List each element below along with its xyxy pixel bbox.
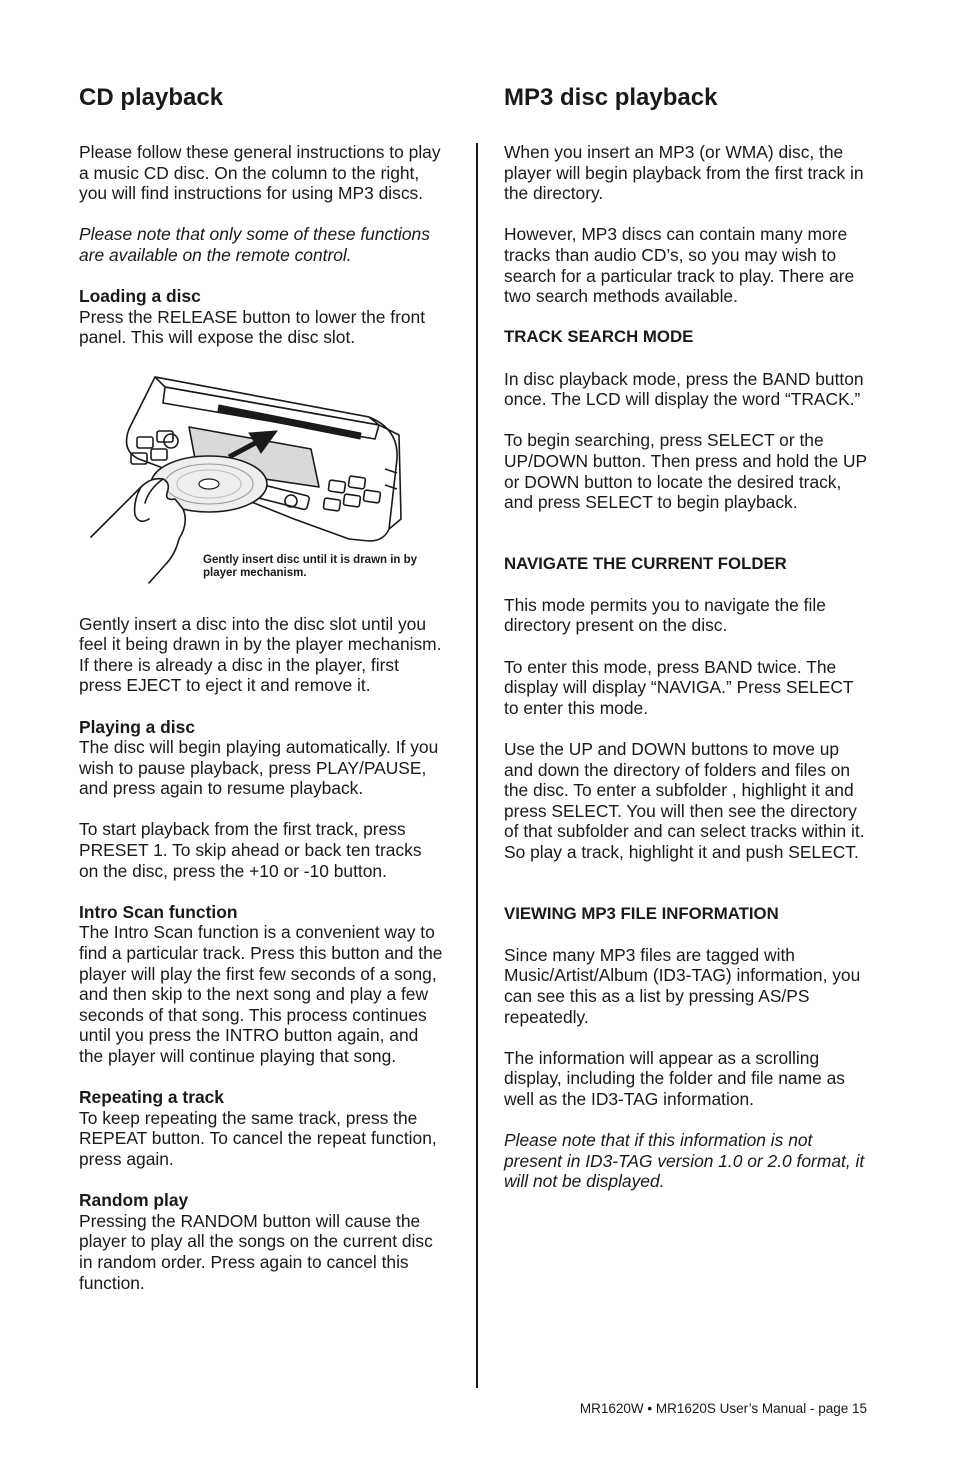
navigate-text-1: This mode permits you to navigate the file directory present on the disc. bbox=[504, 594, 826, 636]
repeat-title: Repeating a track bbox=[79, 1087, 224, 1108]
track-search-title: TRACK SEARCH MODE bbox=[504, 327, 694, 347]
mp3-search-text: However, MP3 discs can contain many more tracks than audio CD’s, so you may wish to search for a particular track to play. There are two search methods available. bbox=[504, 224, 855, 307]
viewing-text-2: The information will appear as a scrolling display, including the folder and file name as well as the ID3-TAG information. bbox=[504, 1047, 845, 1109]
repeat-text: To keep repeating the same track, press the REPEAT button. To cancel the repeat function, press again. bbox=[79, 1107, 437, 1169]
loading-text: Press the RELEASE button to lower the front panel. This will expose the disc slot. bbox=[79, 306, 426, 348]
track-search-text-2: To begin searching, press SELECT or the UP/DOWN button. Then press and hold the UP or DOWN button to locate the desired track, and press SELECT to begin playback. bbox=[504, 430, 867, 513]
loading-section bbox=[79, 286, 444, 348]
column-divider bbox=[476, 143, 478, 1388]
mp3-playback-column bbox=[504, 82, 870, 1213]
cd-intro-text: Please follow these general instructions to play a music CD disc. On the column to the right, you will find instructions for using MP3 discs. bbox=[79, 142, 441, 204]
figure-caption: Gently insert disc until it is drawn in by player mechanism. bbox=[203, 553, 418, 580]
loading-title: Loading a disc bbox=[79, 286, 201, 307]
navigate-title: NAVIGATE THE CURRENT FOLDER bbox=[504, 553, 787, 573]
navigate-text-2: To enter this mode, press BAND twice. The display will display “NAVIGA.” Press SELECT to enter this mode. bbox=[504, 656, 854, 718]
cd-playback-column bbox=[79, 82, 444, 1314]
track-search-text-1: In disc playback mode, press the BAND button once. The LCD will display the word “TRACK.” bbox=[504, 368, 864, 410]
mp3-playback-heading: MP3 disc playback bbox=[504, 84, 718, 111]
intro-scan-title: Intro Scan function bbox=[79, 901, 238, 922]
random-text: Pressing the RANDOM button will cause the player to play all the songs on the current disc in random order. Press again to cancel this function. bbox=[79, 1210, 433, 1293]
viewing-title: VIEWING MP3 FILE INFORMATION bbox=[504, 903, 779, 923]
remote-note: Please note that only some of these functions are available on the remote control. bbox=[79, 224, 430, 265]
random-section bbox=[79, 1190, 444, 1293]
random-title: Random play bbox=[79, 1190, 189, 1211]
viewing-note: Please note that if this information is not present in ID3-TAG version 1.0 or 2.0 format, it will not be displayed. bbox=[504, 1130, 865, 1192]
repeat-section bbox=[79, 1087, 444, 1169]
intro-scan-text: The Intro Scan function is a convenient way to find a particular track. Press this button and the player will play the first few seconds of a song, and then skip to the next song and play a few seconds of that song. This process continues until you press the INTRO button again, and the player will continue playing that song. bbox=[79, 922, 443, 1066]
cd-playback-heading: CD playback bbox=[79, 84, 224, 111]
viewing-text-1: Since many MP3 files are tagged with Music/Artist/Album (ID3-TAG) information, you can see this as a list by pressing AS/PS repeatedly. bbox=[504, 944, 861, 1027]
mp3-intro-text: When you insert an MP3 (or WMA) disc, the player will begin playback from the first track in the directory. bbox=[504, 142, 864, 204]
playing-text: The disc will begin playing automatically. If you wish to pause playback, press PLAY/PAUSE, and press again to resume playback. bbox=[79, 737, 439, 799]
page-footer: MR1620W • MR1620S User’s Manual - page 15 bbox=[579, 1401, 867, 1416]
disc-insert-figure bbox=[79, 369, 444, 594]
navigate-text-3: Use the UP and DOWN buttons to move up and down the directory of folders and files on the disc. To enter a subfolder , highlight it and press SELECT. You will then see the directory of that subfolder and can select tracks within it. So play a track, highlight it and push SELECT. bbox=[504, 739, 865, 862]
first-track-text: To start playback from the first track, press PRESET 1. To skip ahead or back ten tracks on the disc, press the +10 or -10 button. bbox=[79, 819, 422, 881]
insert-text: Gently insert a disc into the disc slot until you feel it being drawn in by the player mechanism. If there is already a disc in the player, first press EJECT to eject it and remove it. bbox=[79, 613, 442, 696]
playing-section bbox=[79, 717, 444, 799]
intro-scan-section bbox=[79, 902, 444, 1067]
playing-title: Playing a disc bbox=[79, 716, 195, 737]
